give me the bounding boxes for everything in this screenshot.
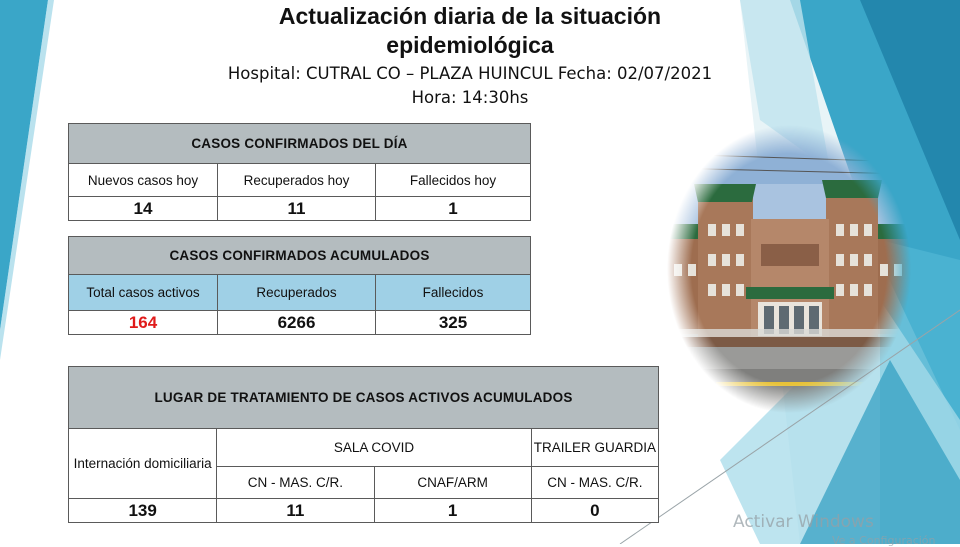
- value-deaths-today: 1: [376, 197, 531, 221]
- activate-windows-watermark-sub: Ve a Configuración: [832, 534, 936, 547]
- time-line: Hora: 14:30hs: [411, 88, 529, 107]
- subcol-cnaf-arm: CNAF/ARM: [374, 467, 531, 499]
- value-covid-cnaf-arm: 1: [374, 499, 531, 523]
- col-deaths: Fallecidos: [376, 275, 531, 311]
- value-recovered-today: 11: [218, 197, 376, 221]
- col-new-cases-today: Nuevos casos hoy: [69, 164, 218, 197]
- value-total-active: 164: [69, 311, 218, 335]
- subcol-cn-mas-cr-1: CN - MAS. C/R.: [217, 467, 374, 499]
- col-home-hospitalization: Internación domiciliaria: [69, 429, 217, 499]
- hospital-date-line: Hospital: CUTRAL CO – PLAZA HUINCUL Fecha: 02/07/2021: [227, 64, 713, 83]
- daily-heading: CASOS CONFIRMADOS DEL DÍA: [69, 124, 531, 164]
- col-total-active: Total casos activos: [69, 275, 218, 311]
- col-covid-room: SALA COVID: [217, 429, 532, 467]
- page-subtitle: [190, 62, 750, 110]
- value-home-hospitalization: 139: [69, 499, 217, 523]
- title-line-2: epidemiológica: [386, 32, 554, 58]
- col-recovered-today: Recuperados hoy: [218, 164, 376, 197]
- treatment-location-table: [68, 366, 659, 523]
- value-trailer-cn-mas-cr: 0: [531, 499, 658, 523]
- hospital-building-photo: [666, 124, 912, 414]
- subcol-cn-mas-cr-2: CN - MAS. C/R.: [531, 467, 658, 499]
- value-covid-cn-mas-cr: 11: [217, 499, 374, 523]
- treatment-heading: LUGAR DE TRATAMIENTO DE CASOS ACTIVOS ACUMULADOS: [69, 367, 659, 429]
- cumulative-cases-table: [68, 236, 531, 335]
- col-deaths-today: Fallecidos hoy: [376, 164, 531, 197]
- cumulative-heading: CASOS CONFIRMADOS ACUMULADOS: [69, 237, 531, 275]
- col-trailer-guardia: TRAILER GUARDIA: [531, 429, 658, 467]
- daily-cases-table: [68, 123, 531, 221]
- value-deaths: 325: [376, 311, 531, 335]
- activate-windows-watermark: Activar Windows: [733, 512, 874, 532]
- value-new-cases-today: 14: [69, 197, 218, 221]
- col-recovered: Recuperados: [218, 275, 376, 311]
- value-recovered: 6266: [218, 311, 376, 335]
- title-line-1: Actualización diaria de la situación: [278, 3, 662, 29]
- page-title: [190, 2, 750, 60]
